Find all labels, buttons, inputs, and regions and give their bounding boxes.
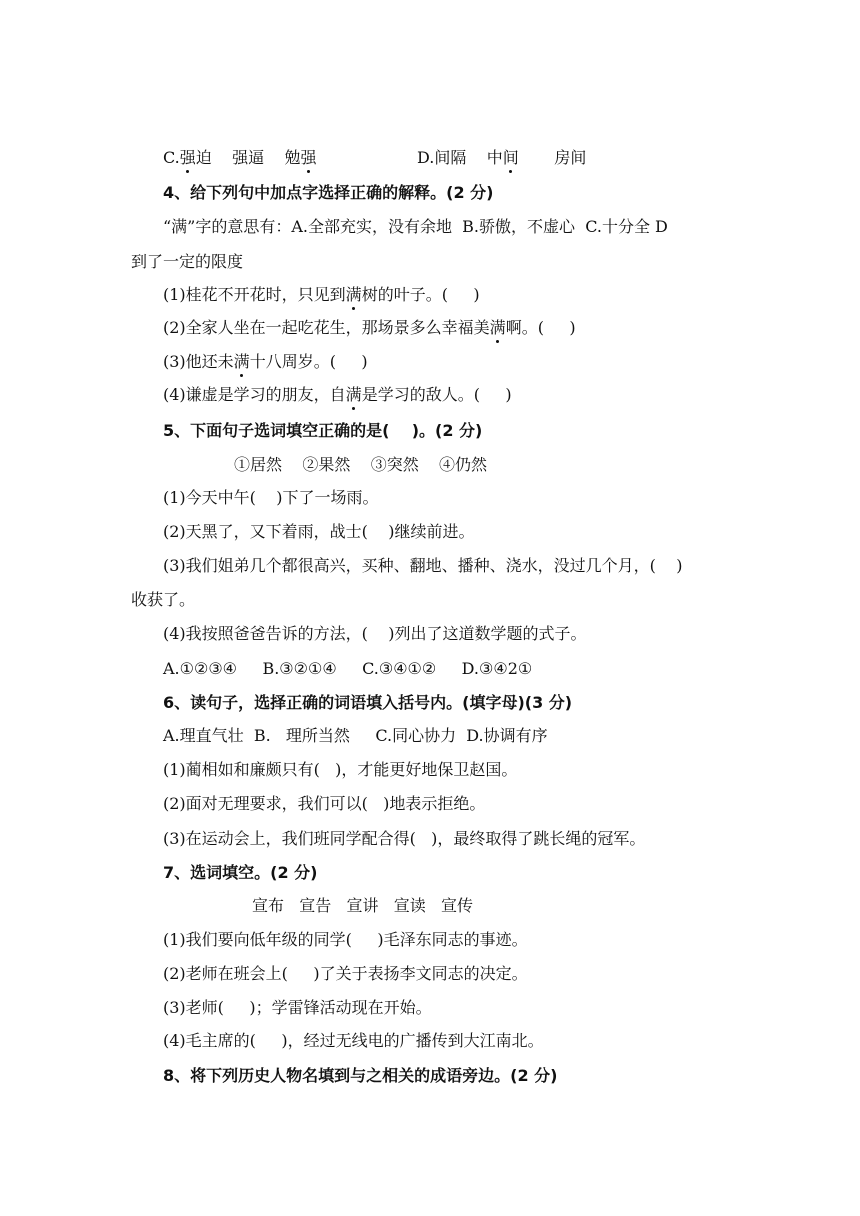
q7-item-4: (4)毛主席的( )，经过无线电的广播传到大江南北。 (163, 1031, 544, 1050)
q4-item-2: (2)全家人坐在一起吃花生，那场景多么幸福美满啊。( ) (163, 318, 576, 337)
q5-item-3-cont: 收获了。 (131, 590, 196, 609)
q3-option-d: D.间隔 中间 房间 (417, 148, 587, 167)
q6-item-1: (1)蔺相如和廉颇只有( )，才能更好地保卫赵国。 (163, 760, 518, 779)
q4-item-3: (3)他还未满十八周岁。( ) (163, 352, 368, 371)
q7-item-3: (3)老师( )；学雷锋活动现在开始。 (163, 998, 432, 1017)
q4-intro: “满”字的意思有：A.全部充实，没有余地 B.骄傲，不虚心 C.十分全 D (163, 217, 668, 236)
q6-item-3: (3)在运动会上，我们班同学配合得( )，最终取得了跳长绳的冠军。 (163, 829, 646, 848)
q5-item-3: (3)我们姐弟几个都很高兴，买种、翻地、播种、浇水，没过几个月，( ) (163, 556, 683, 575)
q5-answers: A.①②③④ B.③②①④ C.③④①② D.③④2① (163, 659, 533, 678)
q5-item-1: (1)今天中午( )下了一场雨。 (163, 488, 379, 507)
q5-title: 5、下面句子选词填空正确的是( )。(2 分) (163, 421, 483, 440)
q8-title: 8、将下列历史人物名填到与之相关的成语旁边。(2 分) (163, 1066, 558, 1085)
q7-item-1: (1)我们要向低年级的同学( )毛泽东同志的事迹。 (163, 930, 528, 949)
q4-item-4: (4)谦虚是学习的朋友，自满是学习的敌人。( ) (163, 385, 512, 404)
q3-option-c: C.强迫 强逼 勉强 (163, 148, 317, 167)
q7-options: 宣布 宣告 宣讲 宣读 宣传 (252, 896, 474, 915)
q6-title: 6、读句子，选择正确的词语填入括号内。(填字母)(3 分) (163, 693, 573, 712)
q6-item-2: (2)面对无理要求，我们可以( )地表示拒绝。 (163, 794, 486, 813)
q7-title: 7、选词填空。(2 分) (163, 863, 318, 882)
q5-item-4: (4)我按照爸爸告诉的方法，( )列出了这道数学题的式子。 (163, 624, 587, 643)
q5-item-2: (2)天黑了，又下着雨，战士( )继续前进。 (163, 522, 475, 541)
q4-title: 4、给下列句中加点字选择正确的解释。(2 分) (163, 183, 494, 202)
q7-item-2: (2)老师在班会上( )了关于表扬李文同志的决定。 (163, 964, 528, 983)
q5-options: ①居然 ②果然 ③突然 ④仍然 (234, 455, 488, 474)
q6-options: A.理直气壮 B. 理所当然 C.同心协力 D.协调有序 (163, 726, 548, 745)
q4-intro-cont: 到了一定的限度 (131, 252, 244, 271)
q4-item-1: (1)桂花不开花时，只见到满树的叶子。( ) (163, 285, 480, 304)
